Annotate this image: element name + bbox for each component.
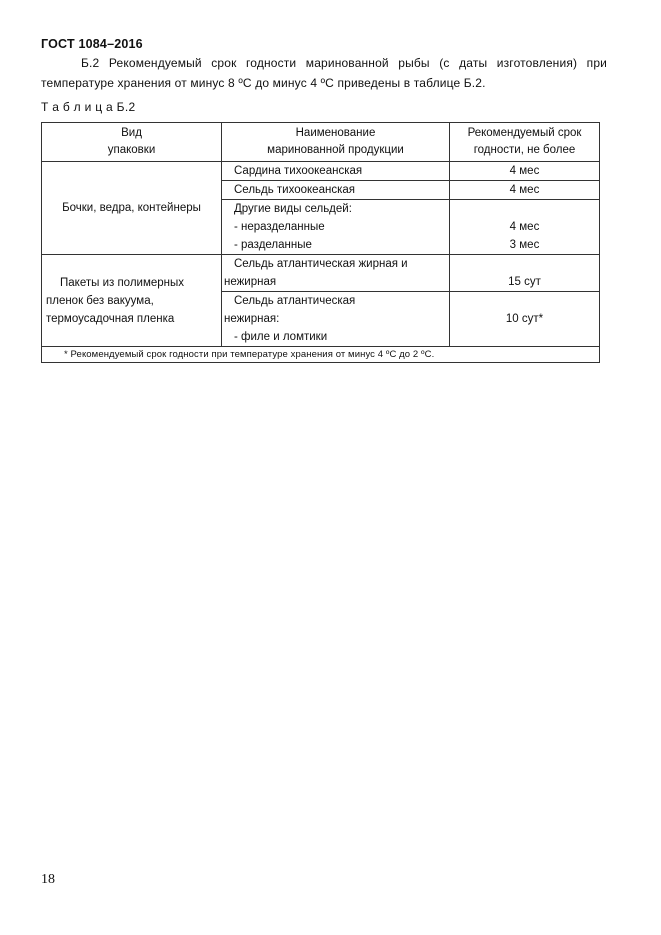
header-term	[450, 123, 600, 162]
header-term-line2: годности, не более	[473, 144, 576, 156]
product-cell: Сельдь тихоокеанская	[222, 181, 450, 200]
table-row	[42, 162, 600, 181]
header-product-line1: Наименование	[295, 127, 376, 139]
package-cell-barrels: Бочки, ведра, контейнеры	[42, 162, 222, 255]
header-product	[222, 123, 450, 162]
product-line: Сельдь атлантическая жирная и	[234, 258, 408, 270]
product-cell: Сардина тихоокеанская	[222, 162, 450, 181]
header-package	[42, 123, 222, 162]
header-package-line2: упаковки	[107, 144, 156, 156]
product-sub-item: - неразделанные	[234, 221, 325, 233]
product-cell-multi	[222, 292, 450, 347]
product-line: нежирная	[224, 276, 277, 288]
term-cell: 10 сут*	[450, 292, 600, 347]
term-value: 4 мес	[509, 221, 540, 233]
table-row	[42, 255, 600, 292]
term-cell: 4 мес	[450, 181, 600, 200]
table-footnote-row	[42, 347, 600, 363]
shelf-life-table	[41, 122, 600, 363]
term-value: 3 мес	[509, 239, 540, 251]
package-line: пленок без вакуума,	[46, 294, 154, 307]
product-cell-multi	[222, 255, 450, 292]
header-product-line2: маринованной продукции	[267, 144, 404, 156]
product-line: нежирная:	[224, 313, 280, 325]
term-cell-multi	[450, 200, 600, 255]
package-line: Пакеты из полимерных	[60, 276, 185, 289]
term-cell: 4 мес	[450, 162, 600, 181]
term-value: 15 сут	[508, 276, 541, 288]
section-paragraph: Б.2 Рекомендуемый срок годности маринованной рыбы (с даты изготовления) при температуре хранения от минус 8 ºС до минус 4 ºС приведены в таблице Б.2.	[41, 56, 607, 90]
table-footnote: * Рекомендуемый срок годности при температуре хранения от минус 4 ºС до 2 ºС.	[42, 347, 600, 363]
product-cell-multi	[222, 200, 450, 255]
document-code: ГОСТ 1084–2016	[41, 37, 143, 51]
package-line: термоусадочная пленка	[46, 312, 175, 325]
term-cell-multi	[450, 255, 600, 292]
package-cell-polymer	[42, 255, 222, 347]
product-line: - филе и ломтики	[234, 331, 328, 343]
product-line: Сельдь атлантическая	[234, 295, 356, 307]
table-caption: Т а б л и ц а Б.2	[41, 100, 136, 114]
page-number: 18	[41, 872, 55, 887]
header-term-line1: Рекомендуемый срок	[467, 127, 582, 139]
product-group-title: Другие виды сельдей:	[234, 203, 352, 215]
product-sub-item: - разделанные	[234, 239, 312, 251]
table-header-row	[42, 123, 600, 162]
header-package-line1: Вид	[121, 127, 142, 139]
